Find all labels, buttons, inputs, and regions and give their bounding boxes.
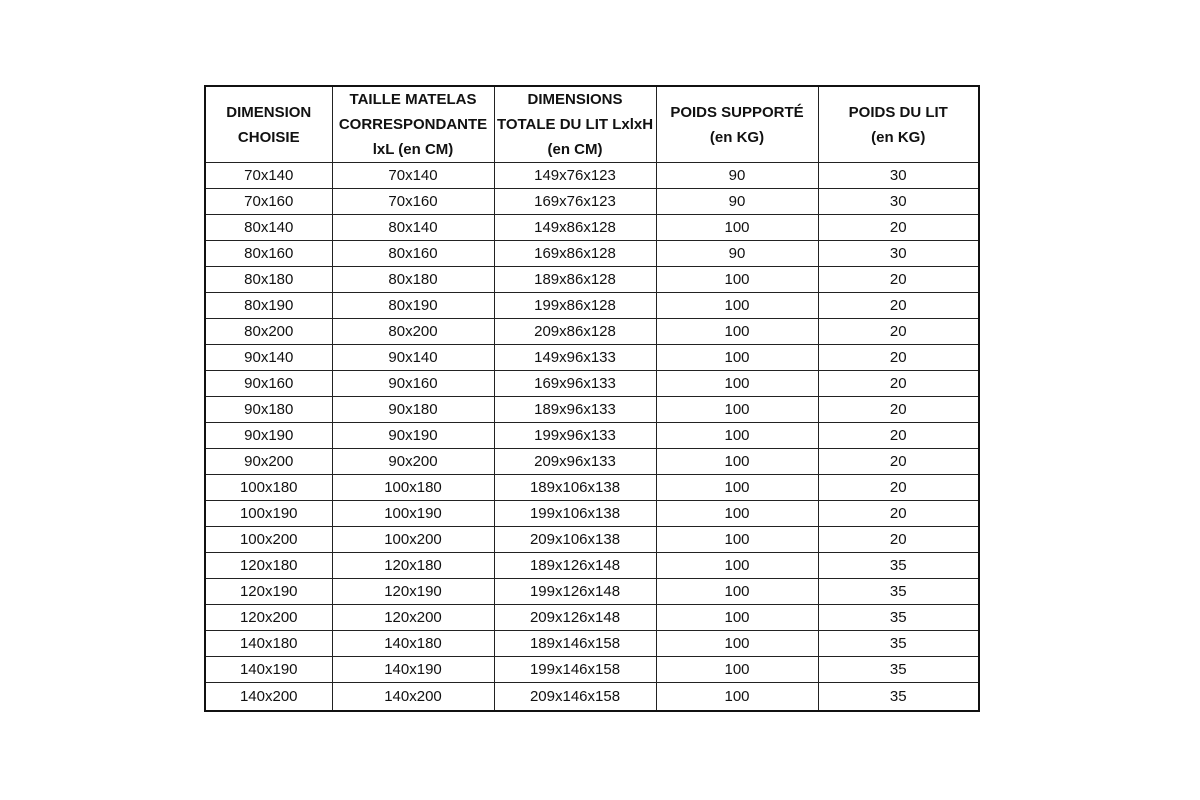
table-row [205, 631, 979, 657]
cell-total-dimensions: 169x76x123 [494, 189, 656, 215]
cell-total-dimensions: 209x86x128 [494, 319, 656, 345]
table-row [205, 215, 979, 241]
cell-chosen-dimension: 90x140 [205, 345, 332, 371]
cell-supported-weight: 100 [656, 605, 818, 631]
cell-total-dimensions: 199x86x128 [494, 293, 656, 319]
cell-mattress-size: 140x190 [332, 657, 494, 683]
cell-total-dimensions: 209x126x148 [494, 605, 656, 631]
cell-mattress-size: 80x200 [332, 319, 494, 345]
cell-mattress-size: 120x180 [332, 553, 494, 579]
cell-mattress-size: 140x180 [332, 631, 494, 657]
cell-mattress-size: 80x190 [332, 293, 494, 319]
cell-total-dimensions: 149x76x123 [494, 163, 656, 189]
table-row [205, 345, 979, 371]
cell-supported-weight: 100 [656, 631, 818, 657]
cell-bed-weight: 20 [818, 397, 979, 423]
cell-bed-weight: 35 [818, 553, 979, 579]
cell-mattress-size: 120x190 [332, 579, 494, 605]
cell-supported-weight: 100 [656, 397, 818, 423]
cell-total-dimensions: 189x126x148 [494, 553, 656, 579]
cell-mattress-size: 80x160 [332, 241, 494, 267]
cell-bed-weight: 30 [818, 241, 979, 267]
table-row [205, 293, 979, 319]
cell-supported-weight: 100 [656, 527, 818, 553]
cell-total-dimensions: 169x96x133 [494, 371, 656, 397]
cell-bed-weight: 20 [818, 319, 979, 345]
cell-supported-weight: 100 [656, 345, 818, 371]
cell-mattress-size: 70x160 [332, 189, 494, 215]
cell-supported-weight: 100 [656, 293, 818, 319]
cell-supported-weight: 90 [656, 189, 818, 215]
cell-mattress-size: 90x140 [332, 345, 494, 371]
cell-total-dimensions: 209x106x138 [494, 527, 656, 553]
cell-chosen-dimension: 140x190 [205, 657, 332, 683]
cell-chosen-dimension: 120x190 [205, 579, 332, 605]
cell-supported-weight: 100 [656, 553, 818, 579]
cell-supported-weight: 100 [656, 657, 818, 683]
cell-supported-weight: 100 [656, 475, 818, 501]
table-row [205, 579, 979, 605]
cell-bed-weight: 20 [818, 501, 979, 527]
cell-chosen-dimension: 100x180 [205, 475, 332, 501]
table-row [205, 683, 979, 712]
cell-supported-weight: 90 [656, 241, 818, 267]
cell-total-dimensions: 209x96x133 [494, 449, 656, 475]
bed-dimensions-table-wrapper [204, 85, 980, 712]
cell-total-dimensions: 199x146x158 [494, 657, 656, 683]
cell-bed-weight: 20 [818, 215, 979, 241]
table-row [205, 267, 979, 293]
cell-bed-weight: 20 [818, 527, 979, 553]
header-total-bed-dimensions: DIMENSIONS TOTALE DU LIT LxlxH (en CM) [494, 86, 656, 163]
cell-bed-weight: 35 [818, 657, 979, 683]
cell-mattress-size: 70x140 [332, 163, 494, 189]
header-bed-weight: POIDS DU LIT (en KG) [818, 86, 979, 163]
table-row [205, 553, 979, 579]
cell-chosen-dimension: 120x180 [205, 553, 332, 579]
cell-bed-weight: 30 [818, 189, 979, 215]
table-header [205, 86, 979, 163]
cell-bed-weight: 35 [818, 683, 979, 712]
table-row [205, 527, 979, 553]
cell-mattress-size: 90x190 [332, 423, 494, 449]
cell-chosen-dimension: 80x180 [205, 267, 332, 293]
cell-supported-weight: 100 [656, 267, 818, 293]
cell-chosen-dimension: 90x200 [205, 449, 332, 475]
cell-mattress-size: 80x140 [332, 215, 494, 241]
cell-bed-weight: 20 [818, 475, 979, 501]
cell-mattress-size: 100x180 [332, 475, 494, 501]
cell-supported-weight: 100 [656, 449, 818, 475]
cell-chosen-dimension: 90x180 [205, 397, 332, 423]
header-supported-weight: POIDS SUPPORTÉ (en KG) [656, 86, 818, 163]
cell-total-dimensions: 199x126x148 [494, 579, 656, 605]
table-row [205, 657, 979, 683]
cell-bed-weight: 30 [818, 163, 979, 189]
header-row [205, 86, 979, 163]
cell-total-dimensions: 189x86x128 [494, 267, 656, 293]
cell-total-dimensions: 189x146x158 [494, 631, 656, 657]
header-mattress-size: TAILLE MATELAS CORRESPONDANTE lxL (en CM) [332, 86, 494, 163]
cell-chosen-dimension: 80x140 [205, 215, 332, 241]
cell-supported-weight: 100 [656, 423, 818, 449]
cell-chosen-dimension: 90x190 [205, 423, 332, 449]
cell-supported-weight: 90 [656, 163, 818, 189]
cell-supported-weight: 100 [656, 501, 818, 527]
cell-total-dimensions: 149x96x133 [494, 345, 656, 371]
cell-chosen-dimension: 80x200 [205, 319, 332, 345]
cell-mattress-size: 90x160 [332, 371, 494, 397]
cell-supported-weight: 100 [656, 215, 818, 241]
table-row [205, 319, 979, 345]
table-row [205, 449, 979, 475]
table-body [205, 163, 979, 712]
cell-chosen-dimension: 100x190 [205, 501, 332, 527]
cell-total-dimensions: 189x96x133 [494, 397, 656, 423]
cell-bed-weight: 20 [818, 293, 979, 319]
cell-bed-weight: 20 [818, 267, 979, 293]
cell-total-dimensions: 199x96x133 [494, 423, 656, 449]
cell-chosen-dimension: 70x160 [205, 189, 332, 215]
cell-total-dimensions: 209x146x158 [494, 683, 656, 712]
cell-supported-weight: 100 [656, 371, 818, 397]
cell-mattress-size: 140x200 [332, 683, 494, 712]
cell-total-dimensions: 199x106x138 [494, 501, 656, 527]
table-row [205, 371, 979, 397]
cell-bed-weight: 35 [818, 605, 979, 631]
cell-chosen-dimension: 80x190 [205, 293, 332, 319]
cell-chosen-dimension: 90x160 [205, 371, 332, 397]
table-row [205, 241, 979, 267]
cell-chosen-dimension: 140x200 [205, 683, 332, 712]
cell-bed-weight: 20 [818, 449, 979, 475]
cell-supported-weight: 100 [656, 319, 818, 345]
cell-mattress-size: 90x180 [332, 397, 494, 423]
cell-chosen-dimension: 140x180 [205, 631, 332, 657]
cell-supported-weight: 100 [656, 683, 818, 712]
cell-bed-weight: 20 [818, 345, 979, 371]
table-row [205, 501, 979, 527]
table-row [205, 397, 979, 423]
cell-chosen-dimension: 120x200 [205, 605, 332, 631]
cell-mattress-size: 80x180 [332, 267, 494, 293]
table-row [205, 605, 979, 631]
bed-dimensions-table [204, 85, 980, 712]
cell-bed-weight: 20 [818, 371, 979, 397]
cell-mattress-size: 90x200 [332, 449, 494, 475]
cell-chosen-dimension: 80x160 [205, 241, 332, 267]
cell-total-dimensions: 189x106x138 [494, 475, 656, 501]
table-row [205, 475, 979, 501]
cell-mattress-size: 100x200 [332, 527, 494, 553]
cell-chosen-dimension: 100x200 [205, 527, 332, 553]
table-row [205, 163, 979, 189]
cell-total-dimensions: 149x86x128 [494, 215, 656, 241]
cell-mattress-size: 100x190 [332, 501, 494, 527]
cell-bed-weight: 35 [818, 579, 979, 605]
table-row [205, 189, 979, 215]
cell-chosen-dimension: 70x140 [205, 163, 332, 189]
cell-bed-weight: 20 [818, 423, 979, 449]
cell-mattress-size: 120x200 [332, 605, 494, 631]
cell-total-dimensions: 169x86x128 [494, 241, 656, 267]
cell-supported-weight: 100 [656, 579, 818, 605]
cell-bed-weight: 35 [818, 631, 979, 657]
header-chosen-dimension: DIMENSION CHOISIE [205, 86, 332, 163]
table-row [205, 423, 979, 449]
